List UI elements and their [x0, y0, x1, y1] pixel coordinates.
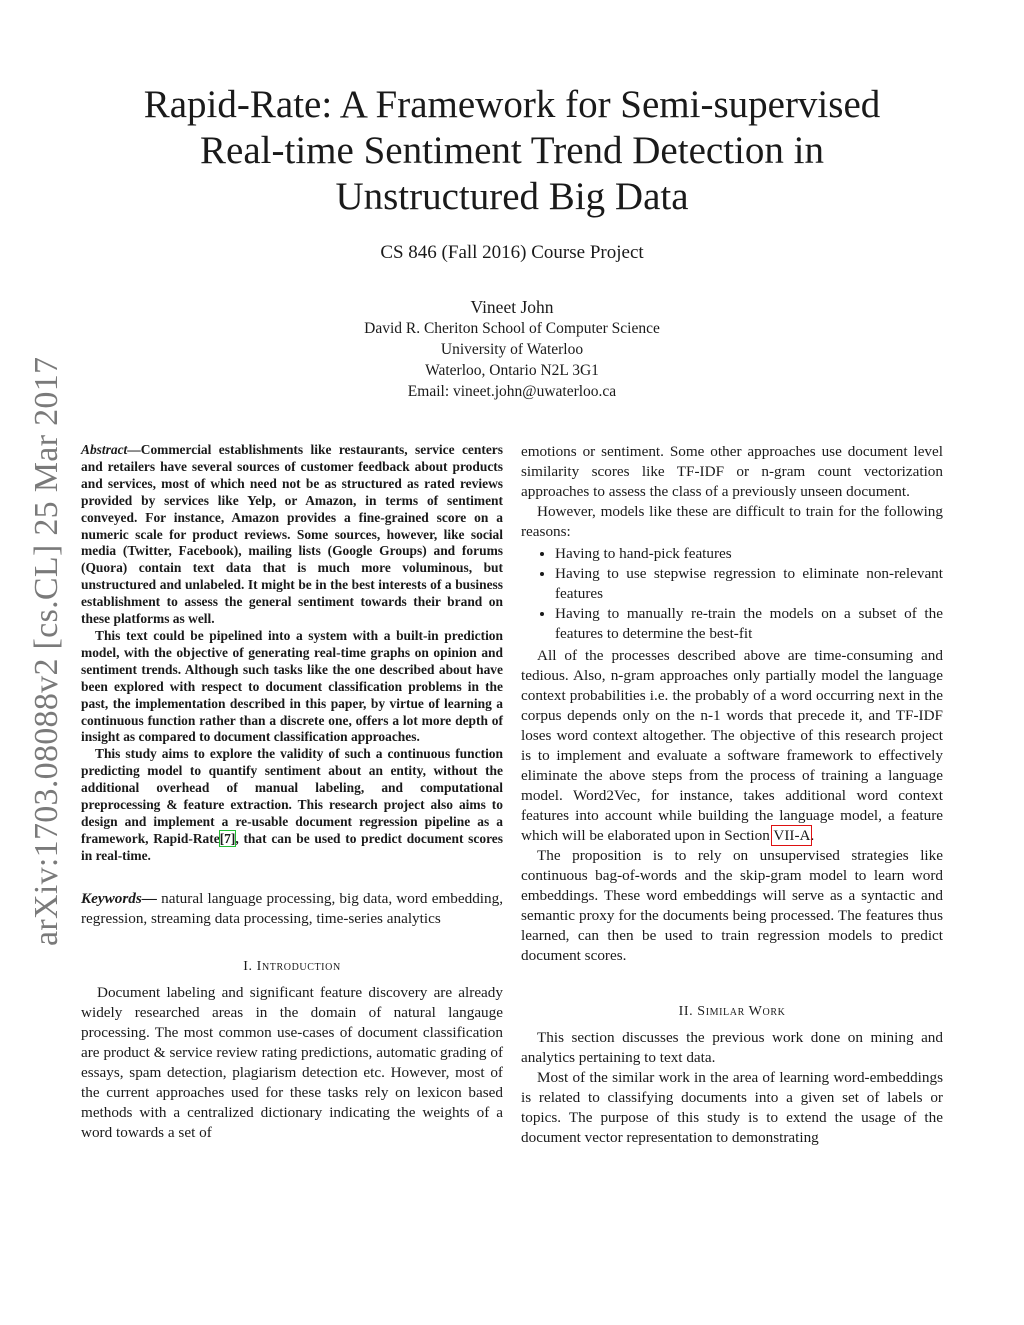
abstract-paragraph-1-text: —Commercial establishments like restaurants, service centers and retailers have several sources of customer feedback about products and services, most of which need not be as structured as rated reviews provided by services like Yelp, or Amazon, in terms of sentiment conveyed. For instance, Amazon provides a fine-grained score on a numeric scale for product reviews. Some sources, however, like social media (Twitter, Facebook), mailing lists (Google Groups) and forums (Quora) contain text data that is much more voluminous, but unstructured and unlabeled. It might be in the best interests of a business establishment to assess the general sentiment towards their brand on these platforms as well. [81, 442, 503, 627]
similar-work-paragraph-1: This section discusses the previous work done on mining and analytics pertaining to text data. [521, 1029, 943, 1066]
right-paragraph-2: However, models like these are difficult to train for the following reasons: [521, 503, 943, 540]
right-paragraph-3 [521, 646, 943, 846]
author-name: Vineet John [470, 297, 554, 317]
title-block [90, 82, 934, 402]
author-university: University of Waterloo [440, 341, 584, 358]
section-heading-similar-work: II. Similar Work [678, 1004, 786, 1019]
keywords-label: Keywords— [81, 889, 157, 907]
abstract-paragraph-3-end: , that can be used to predict document scores in real-time. [81, 830, 503, 863]
introduction-paragraph-1: Document labeling and significant feature discovery are already widely researched areas in the domain of natural langauge processing. The most common use-cases of document classification are product & service review rating predictions, automatic grading of essays, spam detection, plagiarism detection etc. However, most of the current approaches used for these tasks rely on lexicon based methods with a centralized dictionary indicating the weights of a word towards a set of [81, 983, 503, 1141]
abstract-paragraph-1 [81, 442, 503, 628]
citation-link[interactable]: [7] [219, 830, 236, 846]
section-heading-introduction: I. Introduction [243, 958, 341, 974]
section-reference-link[interactable]: VII-A [773, 827, 811, 844]
list-item: • Having to hand-pick features [555, 544, 943, 564]
right-paragraph-1: emotions or sentiment. Some other approaches use document level similarity scores like TF-IDF or n-gram count vectorization approaches to assess the class of a previously unseen document. [521, 443, 943, 500]
arxiv-identifier-stamp: arXiv:1703.08088v2 [cs.CL] 25 Mar 2017 [28, 356, 65, 946]
abstract-label: Abstract [81, 442, 128, 457]
right-paragraph-3-end: . [810, 827, 815, 844]
author-department: David R. Cheriton School of Computer Science [364, 320, 660, 337]
keywords [81, 889, 503, 929]
reasons-list [521, 544, 943, 644]
list-item: • Having to manually re-train the models on a subset of the features to determine the best-fit [555, 604, 943, 644]
similar-work-paragraph-2: Most of the similar work in the area of learning word-embeddings is related to classifying documents into a given set of labels or topics. The purpose of this study is to extend the usage of the document vector representation to demonstrating [521, 1069, 943, 1146]
abstract [81, 442, 503, 865]
right-paragraph-4: The proposition is to rely on unsupervised strategies like continuous bag-of-words and the skip-gram model to learn word embeddings. These word embeddings will serve as a syntactic and semantic proxy for the documents being processed. The features thus learned, can then be used to train regression models to predict document scores. [521, 847, 943, 964]
right-body [521, 442, 943, 966]
left-column [81, 442, 503, 1143]
paper-title-line-1: Rapid-Rate: A Framework for Semi-supervised [143, 83, 881, 126]
keywords-text: natural language processing, big data, word embedding, regression, streaming data processing, time-series analytics [81, 889, 503, 927]
similar-work-body [521, 1028, 943, 1148]
right-column [521, 442, 943, 1148]
abstract-paragraph-2: This text could be pipelined into a system with a built-in prediction model, with the objective of generating real-time graphs on opinion and sentiment trends. Although such tasks like the one described about have been explored with respect to document classification problems in the past, the implementation described in this paper, by virtue of learning a continuous function rather than a discrete one, offers a lot more depth of insight as compared to document classification approaches. [81, 627, 503, 745]
list-item: • Having to use stepwise regression to eliminate non-relevant features [555, 564, 943, 604]
introduction-body [81, 983, 503, 1143]
course-subtitle: CS 846 (Fall 2016) Course Project [380, 242, 644, 263]
paper-title-line-2: Real-time Sentiment Trend Detection in [200, 129, 824, 172]
author-email: Email: vineet.john@uwaterloo.ca [407, 383, 617, 400]
paper-title-line-3: Unstructured Big Data [335, 175, 689, 218]
right-paragraph-3-text: All of the processes described above are time-consuming and tedious. Also, n-gram approaches only partially model the language context probabilities i.e. the probably of a word occurring next in the corpus depends only on the n-1 words that precede it, and TF-IDF loses word context altogether. The objective of this research project is to implement and evaluate a software framework to effectively eliminate the above steps from the process of training a language model. Word2Vec, for instance, takes additional word context features into account while building the language model, a feature which will be elaborated upon in Section [521, 647, 943, 844]
abstract-paragraph-3 [81, 746, 503, 864]
abstract-paragraph-3-text: This study aims to explore the validity of such a continuous function predicting model to quantify sentiment about an entity, without the additional overhead of manual labeling, and computational preprocessing & feature extraction. This research project also aims to design and implement a re-usable document regression pipeline as a framework, Rapid-Rate [81, 746, 503, 846]
author-address: Waterloo, Ontario N2L 3G1 [425, 362, 599, 379]
